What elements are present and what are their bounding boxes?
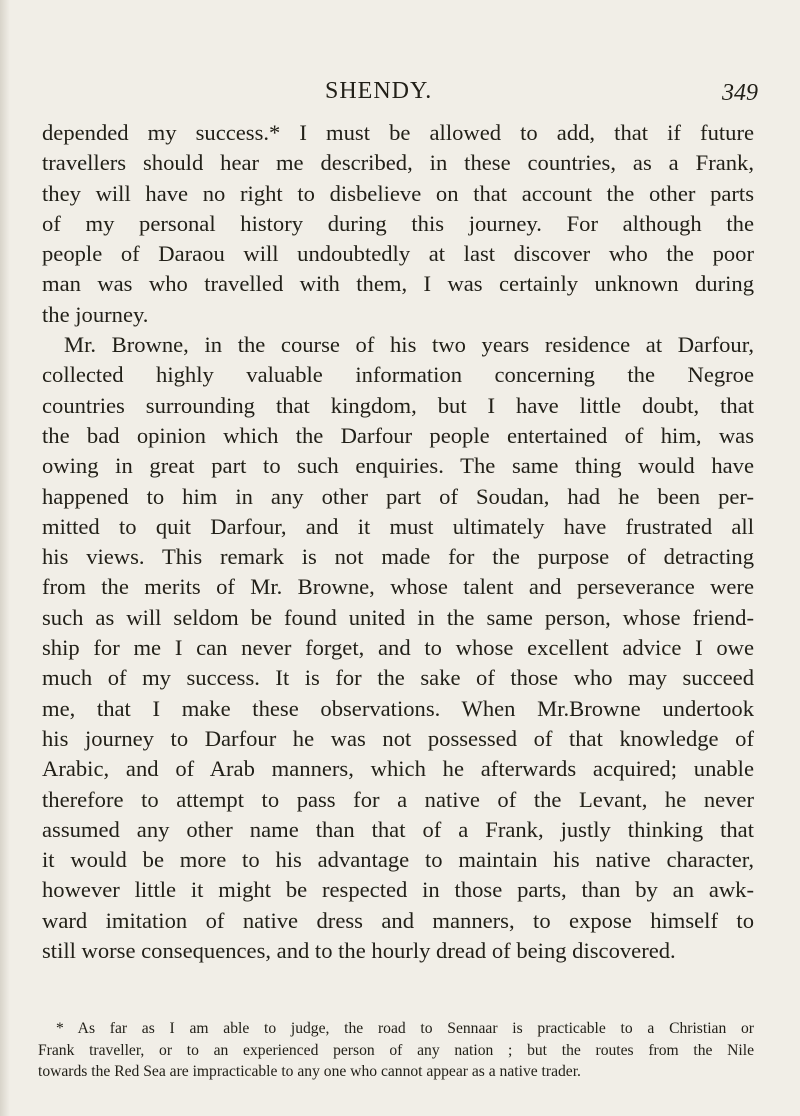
body-line: they will have no right to disbelieve on that account the other parts [42, 180, 754, 206]
body-line: assumed any other name than that of a Frank, justly thinking that [42, 816, 754, 842]
body-line: depended my success.* I must be allowed to add, that if future [42, 120, 754, 145]
body-line: the bad opinion which the Darfour people entertained of him, was [42, 422, 754, 448]
body-line: from the merits of Mr. Browne, whose talent and perseverance were [42, 574, 754, 600]
page-number: 349 [722, 80, 758, 106]
body-line: me, that I make these observations. When Mr.Browne undertook [42, 695, 754, 721]
footnote-line: * As far as I am able to judge, the road to Sennaar is practicable to a Christian or [56, 1020, 754, 1037]
body-line: ward imitation of native dress and manners, to expose himself to [42, 907, 754, 933]
body-line: such as will seldom be found united in the same person, whose friend- [42, 604, 754, 630]
body-line: still worse consequences, and to the hourly dread of being discovered. [42, 938, 676, 964]
body-text [42, 118, 754, 966]
running-head [0, 78, 800, 114]
body-line: people of Daraou will undoubtedly at last discover who the poor [42, 241, 754, 267]
body-line: man was who travelled with them, I was certainly unknown during [42, 271, 754, 297]
body-line: owing in great part to such enquiries. The same thing would have [42, 453, 754, 479]
body-line: the journey. [42, 301, 149, 327]
body-line: travellers should hear me described, in these countries, as a Frank, [42, 150, 754, 176]
body-line: however little it might be respected in those parts, than by an awk- [42, 877, 754, 903]
body-line: Mr. Browne, in the course of his two years residence at Darfour, [64, 332, 754, 358]
footnote-line: Frank traveller, or to an experienced person of any nation ; but the routes from the Nile [38, 1041, 754, 1059]
body-line: happened to him in any other part of Soudan, had he been per- [42, 483, 754, 509]
body-line: Arabic, and of Arab manners, which he afterwards acquired; unable [42, 756, 754, 782]
body-line: mitted to quit Darfour, and it must ultimately have frustrated all [42, 513, 754, 539]
body-line: collected highly valuable information concerning the Negroe [42, 362, 754, 388]
body-line: therefore to attempt to pass for a native of the Levant, he never [42, 786, 754, 812]
body-line: ship for me I can never forget, and to whose excellent advice I owe [42, 635, 754, 661]
body-line: much of my success. It is for the sake of those who may succeed [42, 665, 754, 691]
footnote-line: towards the Red Sea are impracticable to any one who cannot appear as a native trader. [38, 1063, 581, 1080]
body-line: countries surrounding that kingdom, but I have little doubt, that [42, 392, 754, 418]
body-line: of my personal history during this journey. For although the [42, 210, 754, 236]
page-edge [0, 0, 10, 1116]
body-line: his views. This remark is not made for the purpose of detracting [42, 544, 754, 570]
running-title: SHENDY. [325, 78, 433, 104]
body-line: his journey to Darfour he was not possessed of that knowledge of [42, 725, 754, 751]
footnote [38, 1018, 754, 1083]
body-line: it would be more to his advantage to maintain his native character, [42, 847, 754, 873]
